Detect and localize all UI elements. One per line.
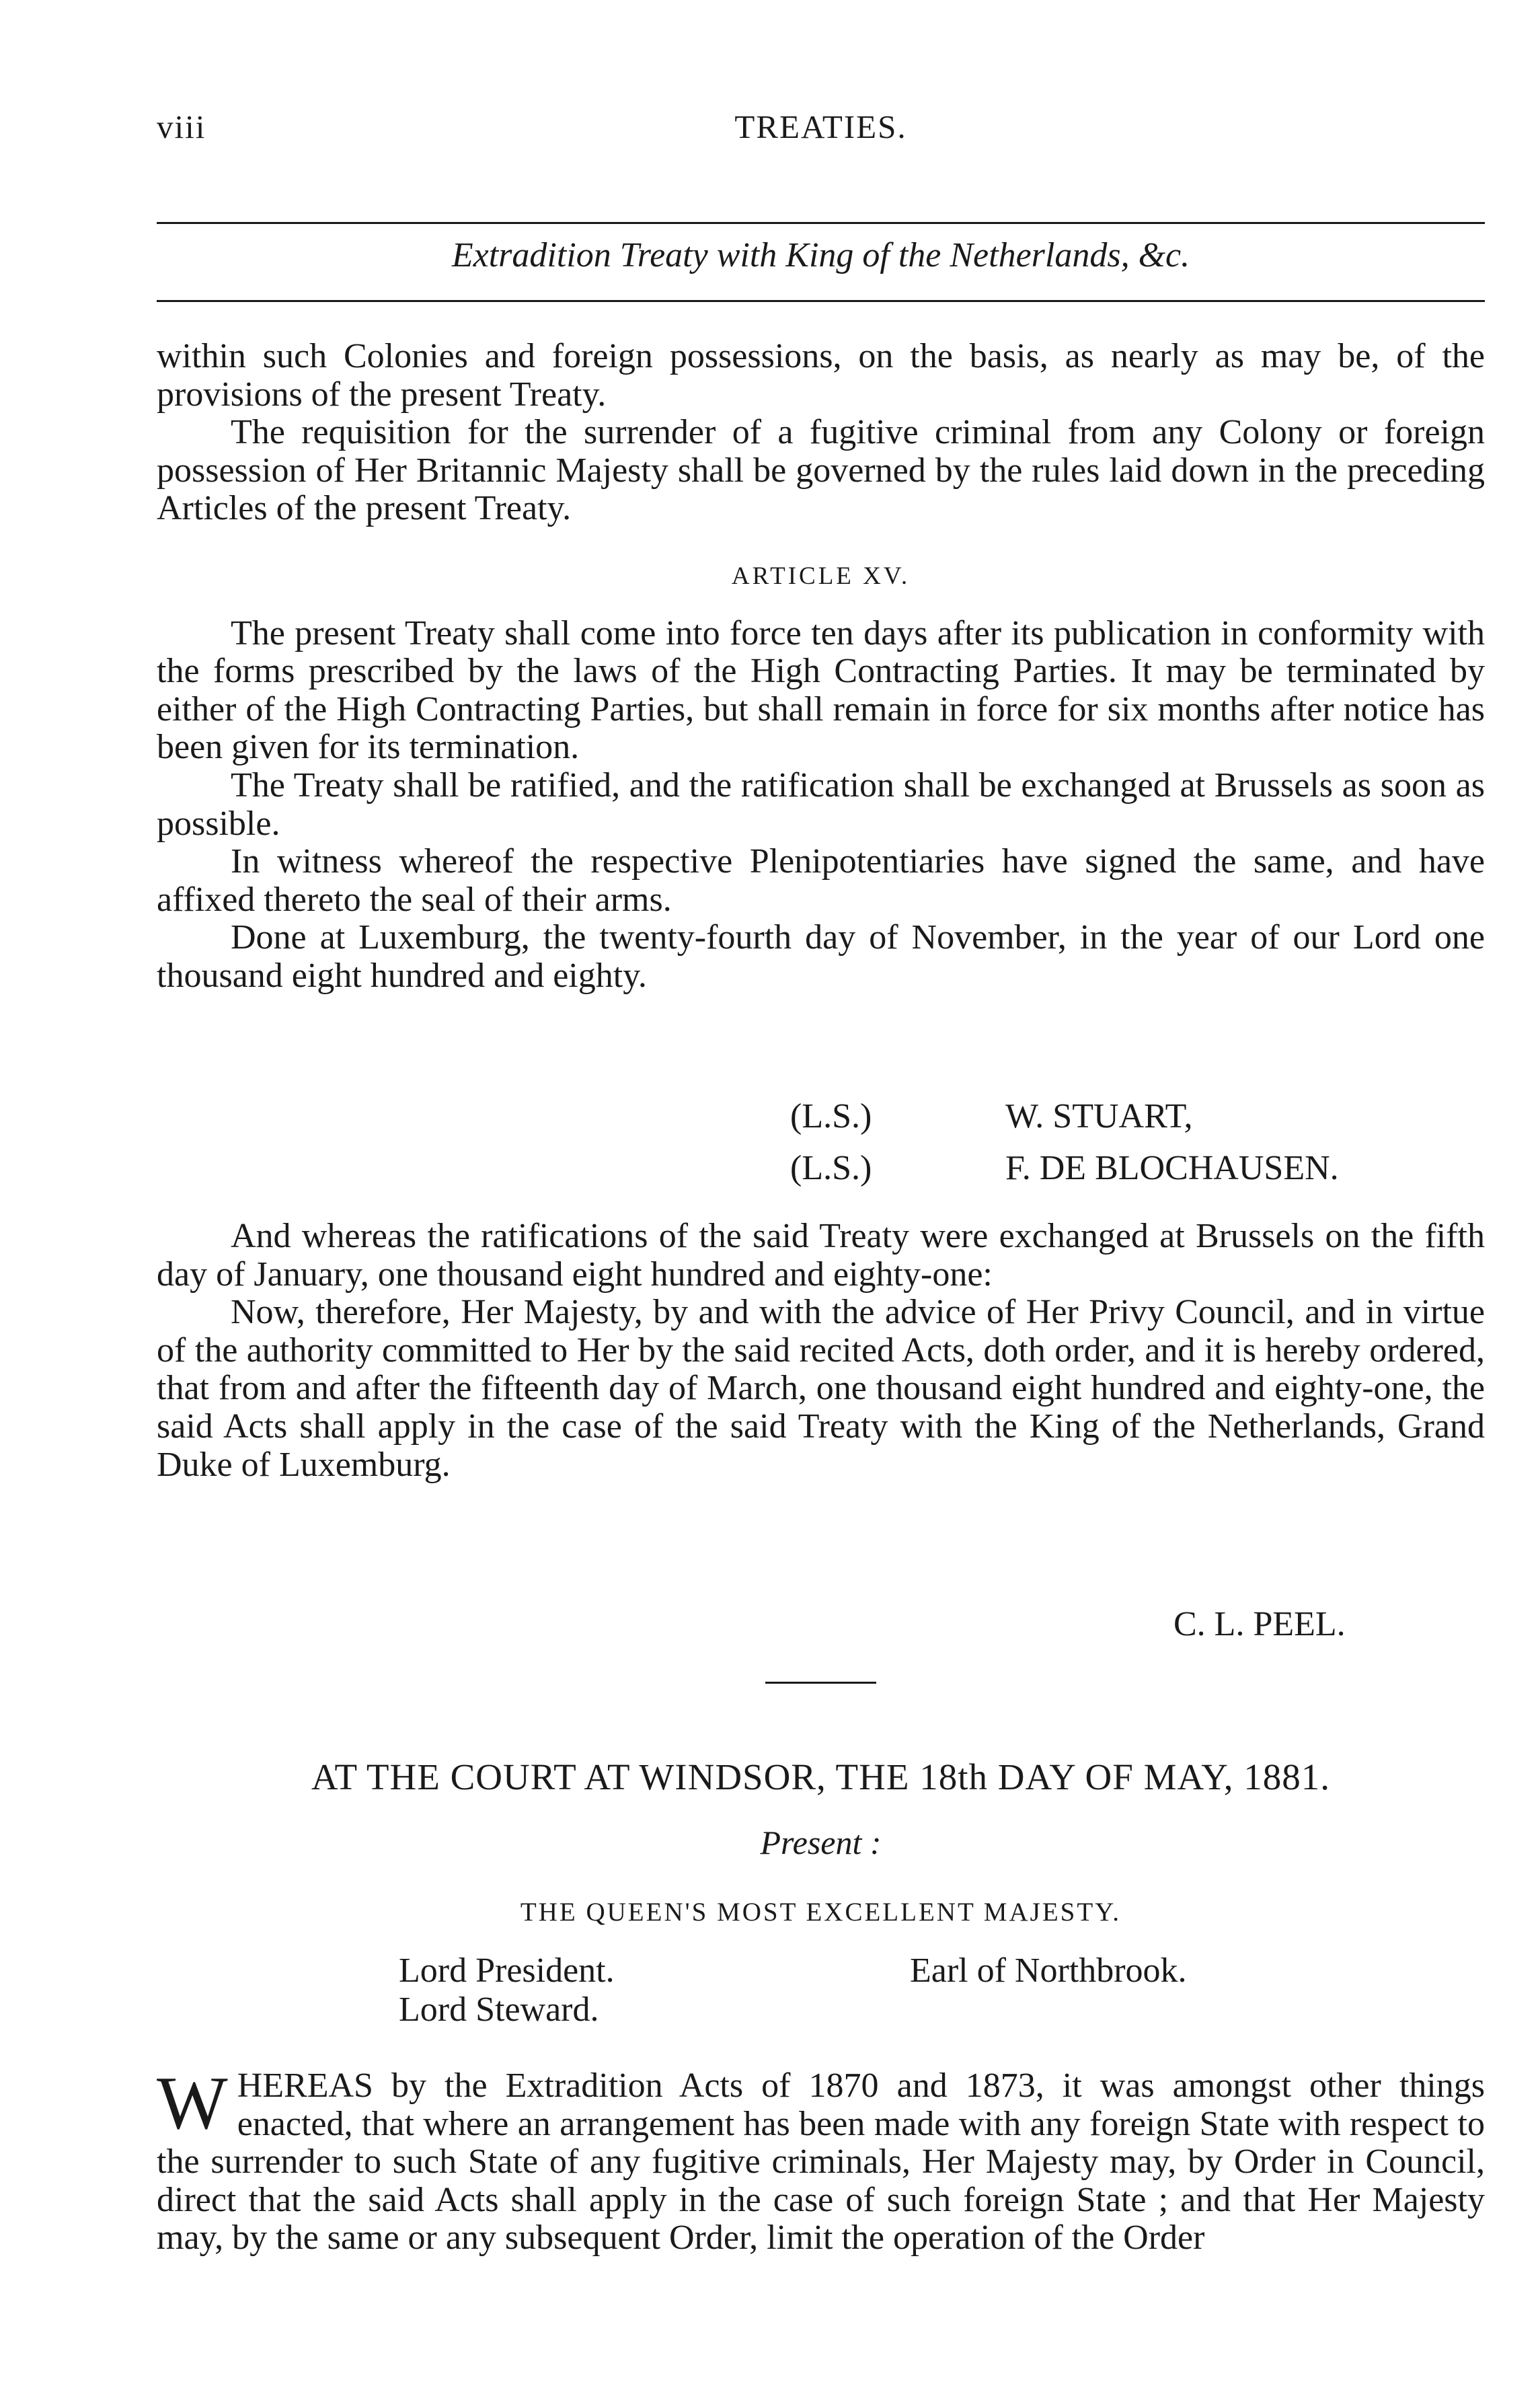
present-label: Present :: [760, 1824, 882, 1861]
treaty-text: [157, 338, 1485, 996]
seal-mark: (L.S.): [790, 1097, 872, 1135]
paragraph: The present Treaty shall come into force ten days after its publication in conformity with the forms prescribed by the laws of the High Contracting Parties. It may be terminated by either of the High Contracting Parties, but shall remain in force for six months after notice has been given for its termination.: [157, 613, 1485, 767]
attendee-lord-president: Lord President.: [399, 1951, 615, 1990]
signatory-name: F. DE BLOCHAUSEN.: [1005, 1149, 1339, 1187]
section-divider: [765, 1682, 876, 1684]
attendee-lord-steward: Lord Steward.: [399, 1990, 599, 2029]
signature-block: [157, 1096, 1485, 1191]
paragraph: Done at Luxemburg, the twenty-fourth day of November, in the year of our Lord one thousand eight hundred and eighty.: [157, 918, 1485, 995]
seal-mark: (L.S.): [790, 1149, 872, 1187]
paragraph: In witness whereof the respective Plenipotentiaries have signed the same, and have affixed thereto the seal of their arms.: [157, 842, 1485, 919]
signatory-name: W. STUART,: [1005, 1097, 1193, 1135]
attendee-earl: Earl of Northbrook.: [910, 1951, 1187, 1990]
page-header: [157, 108, 1485, 161]
section-subhead: Extradition Treaty with King of the Netherlands, &c.: [451, 236, 1190, 274]
majesty-line: THE QUEEN'S MOST EXCELLENT MAJESTY.: [520, 1898, 1122, 1927]
paragraph: The requisition for the surrender of a fugitive criminal from any Colony or foreign possession of Her Britannic Majesty shall be governed by the rules laid down in the preceding Articles of the present Treaty.: [157, 413, 1485, 528]
drop-cap: W: [157, 2062, 228, 2145]
paragraph: Now, therefore, Her Majesty, by and with the advice of Her Privy Council, and in virtue of the authority committed to Her by the said recited Acts, doth order, and it is hereby ordered, that from and after the fifteenth day of March, one thousand eight hundred and eighty-one, the said Acts shall apply in the case of the said Treaty with the King of the Netherlands, Grand Duke of Luxemburg.: [157, 1293, 1485, 1484]
paragraph: And whereas the ratifications of the said Treaty were exchanged at Brussels on the fifth day of January, one thousand eight hundred and eighty-one:: [157, 1217, 1485, 1294]
whereas-text: HEREAS by the Extradition Acts of 1870 and 1873, it was amongst other things enacted, that where an arrangement has been made with any foreign State with respect to the surrender to such State of any fugitive criminals, Her Majesty may, by Order in Council, direct that the said Acts shall apply in the case of such foreign State ; and that Her Majesty may, by the same or any subsequent Order, limit the operation of the Order: [157, 2066, 1485, 2258]
order-signature: C. L. PEEL.: [1173, 1605, 1346, 1643]
whereas-paragraph: [157, 2062, 1485, 2258]
order-text: [157, 1218, 1485, 1484]
header-rule-top: [157, 222, 1485, 224]
paragraph: within such Colonies and foreign possessions, on the basis, as nearly as may be, of the provisions of the present Treaty.: [157, 337, 1485, 414]
header-rule-bottom: [157, 300, 1485, 302]
court-heading: AT THE COURT AT WINDSOR, THE 18th DAY OF MAY, 1881.: [311, 1756, 1331, 1797]
page-number: viii: [157, 108, 206, 145]
paragraph: The Treaty shall be ratified, and the ratification shall be exchanged at Brussels as soon as possible.: [157, 766, 1485, 843]
article-heading: ARTICLE XV.: [731, 562, 911, 590]
running-head: TREATIES.: [734, 108, 907, 145]
